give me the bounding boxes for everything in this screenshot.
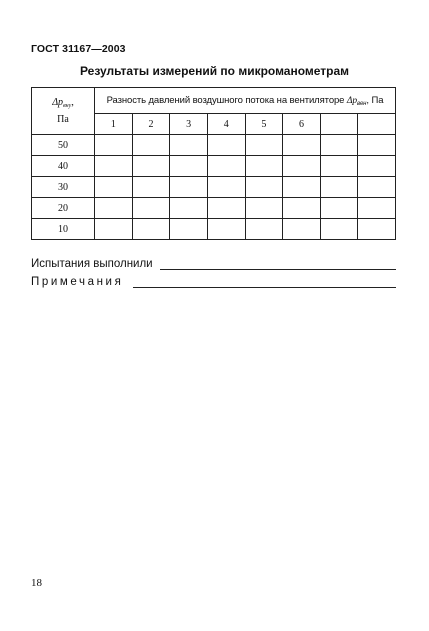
table-cell	[132, 198, 170, 219]
table-cell	[207, 156, 245, 177]
dp-subscript: вну	[63, 103, 72, 109]
dp-suffix: ,	[71, 97, 74, 108]
document-standard-header: ГОСТ 31167—2003	[31, 43, 126, 55]
column-number-cell: 2	[132, 114, 170, 135]
table-cell	[132, 156, 170, 177]
table-title: Результаты измерений по микроманометрам	[79, 64, 350, 78]
table-row	[32, 156, 396, 177]
performed-by-label: Испытания выполнили	[31, 258, 153, 270]
table-row	[32, 177, 396, 198]
fan-pressure-symbol: Δp	[346, 95, 358, 106]
table-cell	[245, 198, 283, 219]
table-cell	[320, 219, 358, 240]
fan-pressure-suffix: , Па	[366, 94, 384, 106]
row-pressure-value: 40	[32, 156, 95, 177]
column-number-cell: 5	[245, 114, 283, 135]
table-cell	[320, 156, 358, 177]
table-cell	[170, 198, 208, 219]
column-number-cell: 4	[207, 114, 245, 135]
table-cell	[207, 198, 245, 219]
table-cell	[207, 135, 245, 156]
table-cell	[320, 198, 358, 219]
performed-by-line	[160, 269, 396, 270]
table-cell	[207, 219, 245, 240]
page-number: 18	[31, 577, 42, 589]
measurements-table	[31, 87, 396, 240]
table-cell	[170, 177, 208, 198]
column-number-cell	[320, 114, 358, 135]
table-cell	[283, 219, 321, 240]
table-cell	[358, 198, 396, 219]
table-cell	[245, 219, 283, 240]
column-number-cell: 1	[95, 114, 133, 135]
table-cell	[132, 135, 170, 156]
table-cell	[245, 177, 283, 198]
column-number-cell: 3	[170, 114, 208, 135]
row-pressure-value: 20	[32, 198, 95, 219]
table-cell	[95, 177, 133, 198]
table-cell	[283, 177, 321, 198]
table-cell	[170, 156, 208, 177]
table-row	[32, 135, 396, 156]
table-cell	[95, 198, 133, 219]
table-cell	[358, 219, 396, 240]
fan-pressure-subscript: вен	[357, 100, 367, 107]
table-cell	[207, 177, 245, 198]
table-cell	[358, 156, 396, 177]
table-cell	[358, 135, 396, 156]
dp-header-cell	[32, 88, 95, 135]
fan-pressure-header-cell	[95, 88, 396, 114]
table-cell	[170, 219, 208, 240]
table-cell	[320, 135, 358, 156]
table-cell	[245, 156, 283, 177]
notes-line	[133, 287, 396, 288]
table-cell	[170, 135, 208, 156]
row-pressure-value: 10	[32, 219, 95, 240]
table-cell	[283, 198, 321, 219]
dp-unit: Па	[57, 114, 69, 125]
row-pressure-value: 50	[32, 135, 95, 156]
table-cell	[358, 177, 396, 198]
table-cell	[132, 219, 170, 240]
table-cell	[95, 219, 133, 240]
table-header-row	[32, 88, 396, 114]
fan-pressure-text: Разность давлений воздушного потока на вентиляторе	[106, 94, 347, 106]
table-cell	[95, 135, 133, 156]
table-cell	[95, 156, 133, 177]
dp-symbol: Δp	[52, 97, 64, 108]
notes-label: Примечания	[31, 276, 124, 288]
row-pressure-value: 30	[32, 177, 95, 198]
table-cell	[320, 177, 358, 198]
table-cell	[283, 135, 321, 156]
table-cell	[283, 156, 321, 177]
column-number-cell: 6	[283, 114, 321, 135]
table-row	[32, 219, 396, 240]
column-number-cell	[358, 114, 396, 135]
table-row	[32, 198, 396, 219]
table-cell	[245, 135, 283, 156]
table-cell	[132, 177, 170, 198]
